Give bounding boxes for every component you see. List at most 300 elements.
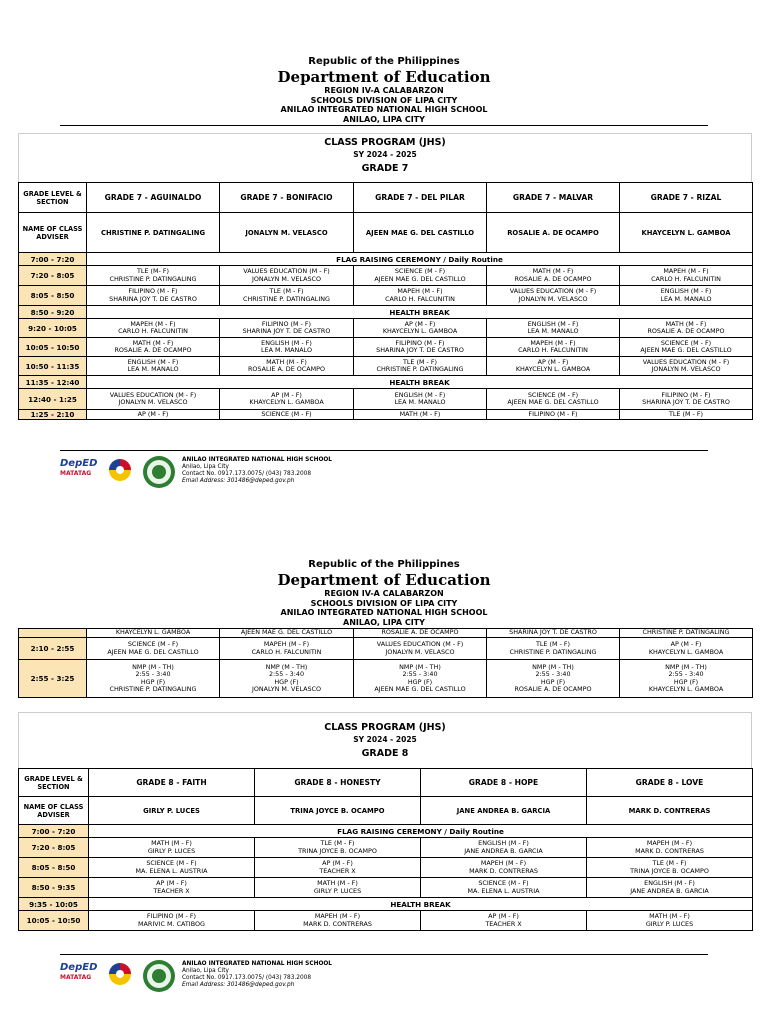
time-slot: 9:20 - 10:05 <box>19 319 87 338</box>
subject-cell <box>89 838 255 858</box>
teacher-line: CHRISTINE P. DATINGALING <box>243 294 330 303</box>
deped-logo: DepED MATATAG <box>60 458 98 477</box>
teacher-line: KHAYCELYN L. GAMBOA <box>249 398 324 406</box>
merged-activity: HEALTH BREAK <box>87 376 753 389</box>
adviser-label: NAME OF CLASS ADVISER <box>19 797 89 825</box>
subject-cell <box>620 338 753 357</box>
subject-line: VALUES EDUCATION (M - F) <box>642 357 730 366</box>
subject-cell <box>220 389 354 410</box>
teacher-line: ROSALIE A. DE OCAMPO <box>114 346 192 354</box>
subject-line: MAPEH (M - F) <box>397 287 443 295</box>
school-seal-logo <box>142 455 176 489</box>
subject-line: VALUES EDUCATION (M - F) <box>376 640 464 648</box>
subject-cell <box>421 858 587 878</box>
teacher-line: JANE ANDREA B. GARCIA <box>464 846 543 855</box>
subject-cell <box>89 878 255 898</box>
subject-cell <box>620 357 753 376</box>
grade-level-label: GRADE LEVEL & SECTION <box>19 769 89 797</box>
teacher-line: SHARINA JOY T. DE CASTRO <box>242 327 331 335</box>
subject-line: KHAYCELYN L. GAMBOA <box>115 628 191 637</box>
section-name: GRADE 7 - RIZAL <box>620 183 753 213</box>
subject-cell <box>87 357 220 376</box>
department-title: Department of Education <box>277 571 491 589</box>
schedule-row <box>19 629 753 638</box>
subject-cell <box>587 838 753 858</box>
class-adviser: CHRISTINE P. DATINGALING <box>87 213 220 253</box>
subject-line: NMP (M - TH) <box>532 662 574 671</box>
teacher-line: TRINA JOYCE B. OCAMPO <box>298 846 377 855</box>
time-slot: 10:05 - 10:50 <box>19 338 87 357</box>
region-line: REGION IV-A CALABARZON <box>324 86 444 95</box>
program-title-box-2 <box>18 712 752 768</box>
teacher-line: HGP (F) <box>274 677 299 686</box>
subject-cell <box>487 410 620 420</box>
merged-activity: HEALTH BREAK <box>89 898 753 911</box>
footer-address: Anilao, Lipa City <box>182 464 229 470</box>
schedule-row <box>19 253 753 266</box>
subject-cell <box>255 858 421 878</box>
subject-line: NMP (M - TH) <box>265 662 308 671</box>
section-name: GRADE 8 - HONESTY <box>255 769 421 797</box>
teacher-line: CARLO H. FALCUNITIN <box>118 327 188 335</box>
subject-line: TLE (M - F) <box>269 287 304 295</box>
time-slot: 7:00 - 7:20 <box>19 253 87 266</box>
teacher-line: CARLO H. FALCUNITIN <box>251 647 322 656</box>
subject-line: ENGLISH (M - F) <box>660 287 712 295</box>
subject-cell <box>354 357 487 376</box>
subject-line: AP (M - F) <box>670 640 702 648</box>
subject-line: AP (M - F) <box>271 390 302 399</box>
subject-line: ENGLISH (M - F) <box>127 357 179 366</box>
program-title: CLASS PROGRAM (JHS) <box>324 722 446 733</box>
subject-line: FILIPINO (M - F) <box>261 319 312 328</box>
teacher-line: CHRISTINE P. DATINGALING <box>109 274 197 283</box>
subject-cell <box>87 286 220 306</box>
teacher-line: TRINA JOYCE B. OCAMPO <box>630 866 709 875</box>
teacher-line: ROSALIE A. DE OCAMPO <box>247 365 326 373</box>
teacher-line: LEA M. MANALO <box>261 346 312 354</box>
class-adviser: ROSALIE A. DE OCAMPO <box>487 213 620 253</box>
subject-line: VALUES EDUCATION (M - F) <box>243 267 330 275</box>
subject-line: AP (M - F) <box>488 912 519 920</box>
page-footer-2 <box>0 954 768 1004</box>
subject-cell <box>587 858 753 878</box>
schedule-row <box>19 825 753 838</box>
teacher-line: JONALYN M. VELASCO <box>518 294 588 303</box>
schedule-row <box>19 898 753 911</box>
subject-cell <box>620 660 753 698</box>
schedule-row <box>19 838 753 858</box>
time-slot: 11:35 - 12:40 <box>19 376 87 389</box>
subject-cell <box>421 838 587 858</box>
subject-line: VALUES EDUCATION (M - F) <box>109 390 197 399</box>
time-slot: 2:10 - 2:55 <box>19 638 87 660</box>
teacher-line: AJEEN MAE G. DEL CASTILLO <box>507 398 599 406</box>
grade7-continuation-table <box>18 628 753 698</box>
teacher-line: HGP (F) <box>407 677 433 686</box>
bagong-pilipinas-logo <box>104 456 136 488</box>
subject-cell <box>255 911 421 931</box>
subject-cell <box>620 286 753 306</box>
subject-cell <box>87 319 220 338</box>
subject-line: TLE (M - F) <box>652 859 687 867</box>
subject-cell <box>87 629 220 638</box>
footer-contact-number: Contact No. 0917.173.0075/ (043) 783.2008 <box>182 471 312 477</box>
teacher-line: TEACHER X <box>319 866 356 875</box>
schedule-row <box>19 660 753 698</box>
time-slot: 8:05 - 8:50 <box>19 286 87 306</box>
teacher-line: AJEEN MAE G. DEL CASTILLO <box>374 274 466 283</box>
footer-divider <box>60 954 708 955</box>
teacher-line: ROSALIE A. DE OCAMPO <box>647 327 725 335</box>
subject-cell <box>487 389 620 410</box>
time-slot: 10:50 - 11:35 <box>19 357 87 376</box>
subject-line: ENGLISH (M - F) <box>478 839 529 847</box>
schedule-row <box>19 911 753 931</box>
subject-cell <box>220 410 354 420</box>
subject-cell <box>354 338 487 357</box>
subject-cell <box>487 319 620 338</box>
teacher-line: AJEEN MAE G. DEL CASTILLO <box>107 647 199 656</box>
subject-line: NMP (M - TH) <box>399 662 441 671</box>
teacher-line: AJEEN MAE G. DEL CASTILLO <box>640 346 732 354</box>
header-divider <box>60 125 708 126</box>
schedule-row <box>19 338 753 357</box>
merged-activity: FLAG RAISING CEREMONY / Daily Routine <box>89 825 753 838</box>
teacher-line: 2:55 - 3:40 <box>535 670 571 678</box>
subject-line: TLE (M - F) <box>402 357 438 366</box>
subject-line: MATH (M - F) <box>665 319 707 328</box>
time-slot: 7:20 - 8:05 <box>19 838 89 858</box>
schedule-row <box>19 306 753 319</box>
subject-cell <box>255 838 421 858</box>
adviser-row <box>19 797 753 825</box>
subject-cell <box>220 319 354 338</box>
schedule-row <box>19 376 753 389</box>
time-slot: 8:50 - 9:35 <box>19 878 89 898</box>
time-slot: 10:05 - 10:50 <box>19 911 89 931</box>
page-footer <box>0 450 768 500</box>
subject-cell <box>87 410 220 420</box>
subject-cell <box>89 858 255 878</box>
subject-line: SCIENCE (M - F) <box>527 390 579 399</box>
subject-cell <box>487 357 620 376</box>
merged-activity: HEALTH BREAK <box>87 306 753 319</box>
teacher-line: CARLO H. FALCUNITIN <box>651 274 721 283</box>
subject-line: AP (M - F) <box>537 357 569 366</box>
subject-line: FILIPINO (M - F) <box>128 287 178 295</box>
program-title: CLASS PROGRAM (JHS) <box>324 137 446 148</box>
subject-cell <box>87 389 220 410</box>
subject-cell <box>620 410 753 420</box>
teacher-line: SHARINA JOY T. DE CASTRO <box>376 346 464 354</box>
subject-line: TLE (M- F) <box>136 267 170 275</box>
teacher-line: KHAYCELYN L. GAMBOA <box>515 365 591 373</box>
time-slot: 12:40 - 1:25 <box>19 389 87 410</box>
subject-line: FILIPINO (M - F) <box>661 390 711 399</box>
footer-contact <box>182 457 332 485</box>
schedule-row <box>19 858 753 878</box>
teacher-line: JONALYN M. VELASCO <box>118 398 188 406</box>
subject-cell <box>487 338 620 357</box>
subject-cell <box>220 338 354 357</box>
teacher-line: HGP (F) <box>140 677 166 686</box>
subject-cell <box>354 660 487 698</box>
address-line: ANILAO, LIPA CITY <box>343 114 425 124</box>
footer-divider <box>60 450 708 451</box>
grade-title: GRADE 7 <box>361 163 409 174</box>
grade-title: GRADE 8 <box>361 748 409 759</box>
subject-line: MAPEH (M - F) <box>480 859 527 867</box>
subject-cell <box>620 266 753 286</box>
subject-line: SCIENCE (M - F) <box>478 879 529 887</box>
subject-line: MAPEH (M - F) <box>530 338 576 347</box>
teacher-line: LEA M. MANALO <box>394 398 446 406</box>
teacher-line: JONALYN M. VELASCO <box>251 274 322 283</box>
teacher-line: KHAYCELYN L. GAMBOA <box>382 327 458 335</box>
subject-cell <box>87 638 220 660</box>
school-line: ANILAO INTEGRATED NATIONAL HIGH SCHOOL <box>280 608 488 617</box>
subject-line: MAPEH (M - F) <box>130 319 176 328</box>
program-title-box <box>18 133 752 183</box>
time-slot: 7:00 - 7:20 <box>19 825 89 838</box>
subject-line: AP (M - F) <box>404 319 436 328</box>
footer-email: Email Address: 301486@deped.gov.ph <box>182 478 295 484</box>
time-slot <box>19 629 87 638</box>
teacher-line: ROSALIE A. DE OCAMPO <box>514 685 592 693</box>
footer-school-name: ANILAO INTEGRATED NATIONAL HIGH SCHOOL <box>182 961 332 967</box>
region-line: REGION IV-A CALABARZON <box>324 589 444 598</box>
subject-line: CHRISTINE P. DATINGALING <box>642 628 730 637</box>
subject-cell <box>421 911 587 931</box>
letterhead <box>0 56 768 124</box>
subject-line: MATH (M - F) <box>649 912 690 920</box>
schedule-row <box>19 389 753 410</box>
subject-cell <box>587 878 753 898</box>
subject-cell <box>620 319 753 338</box>
adviser-row <box>19 213 753 253</box>
section-header-row <box>19 183 753 213</box>
teacher-line: MA. ELENA L. AUSTRIA <box>467 886 540 895</box>
subject-cell <box>220 660 354 698</box>
subject-cell <box>421 878 587 898</box>
subject-cell <box>587 911 753 931</box>
subject-cell <box>220 266 354 286</box>
teacher-line: SHARINA JOY T. DE CASTRO <box>642 398 730 406</box>
subject-line: NMP (M - TH) <box>665 662 707 671</box>
deped-logo: DepED MATATAG <box>60 962 98 981</box>
subject-line: ENGLISH (M - F) <box>644 879 695 887</box>
subject-line: MATH (M - F) <box>317 879 358 887</box>
teacher-line: GIRLY P. LUCES <box>147 846 196 855</box>
subject-line: MATH (M - F) <box>151 839 192 847</box>
subject-line: ROSALIE A. DE OCAMPO <box>381 628 459 637</box>
subject-line: MAPEH (M - F) <box>314 912 361 920</box>
subject-cell <box>87 660 220 698</box>
grade7-schedule-table <box>18 182 753 420</box>
teacher-line: JONALYN M. VELASCO <box>251 685 322 693</box>
class-adviser: KHAYCELYN L. GAMBOA <box>620 213 753 253</box>
subject-cell <box>354 638 487 660</box>
subject-cell <box>620 389 753 410</box>
subject-cell <box>620 629 753 638</box>
schedule-row <box>19 878 753 898</box>
division-line: SCHOOLS DIVISION OF LIPA CITY <box>310 598 458 608</box>
schedule-row <box>19 266 753 286</box>
teacher-line: SHARINA JOY T. DE CASTRO <box>109 294 197 303</box>
letterhead-2 <box>0 559 768 627</box>
republic-line: Republic of the Philippines <box>308 56 460 67</box>
page-1 <box>0 0 768 500</box>
school-year: SY 2024 - 2025 <box>353 150 417 159</box>
teacher-line: TEACHER X <box>153 886 190 895</box>
section-name: GRADE 8 - LOVE <box>587 769 753 797</box>
teacher-line: TEACHER X <box>485 919 522 928</box>
class-adviser: TRINA JOYCE B. OCAMPO <box>255 797 421 825</box>
class-adviser: JANE ANDREA B. GARCIA <box>421 797 587 825</box>
teacher-line: CHRISTINE P. DATINGALING <box>109 685 197 693</box>
subject-line: MATH (M - F) <box>132 338 174 347</box>
section-name: GRADE 7 - BONIFACIO <box>220 183 354 213</box>
footer-address: Anilao, Lipa City <box>182 968 229 974</box>
address-line: ANILAO, LIPA CITY <box>343 617 425 627</box>
department-title: Department of Education <box>277 68 491 86</box>
time-slot: 2:55 - 3:25 <box>19 660 87 698</box>
teacher-line: 2:55 - 3:40 <box>668 670 704 678</box>
subject-line: AP (M - F) <box>322 859 353 867</box>
subject-line: TLE (M - F) <box>535 640 571 648</box>
teacher-line: JONALYN M. VELASCO <box>385 647 455 656</box>
section-header-row <box>19 769 753 797</box>
teacher-line: HGP (F) <box>673 677 699 686</box>
teacher-line: ROSALIE A. DE OCAMPO <box>514 274 592 283</box>
time-slot: 7:20 - 8:05 <box>19 266 87 286</box>
subject-line: NMP (M - TH) <box>132 662 174 671</box>
subject-line: MAPEH (M - F) <box>263 640 310 648</box>
section-name: GRADE 8 - HOPE <box>421 769 587 797</box>
subject-line: MAPEH (M - F) <box>663 267 709 275</box>
teacher-line: GIRLY P. LUCES <box>645 919 694 928</box>
teacher-line: CARLO H. FALCUNITIN <box>385 294 455 303</box>
class-adviser: GIRLY P. LUCES <box>89 797 255 825</box>
division-line: SCHOOLS DIVISION OF LIPA CITY <box>310 95 458 105</box>
footer-contact <box>182 961 332 989</box>
teacher-line: LEA M. MANALO <box>127 365 179 373</box>
teacher-line: CHRISTINE P. DATINGALING <box>509 647 597 656</box>
subject-line: ENGLISH (M - F) <box>261 338 312 347</box>
subject-cell <box>220 357 354 376</box>
teacher-line: KHAYCELYN L. GAMBOA <box>648 685 724 693</box>
subject-cell <box>89 911 255 931</box>
schedule-row <box>19 319 753 338</box>
footer-email: Email Address: 301486@deped.gov.ph <box>182 982 295 988</box>
teacher-line: JONALYN M. VELASCO <box>651 365 721 373</box>
time-slot: 8:05 - 8:50 <box>19 858 89 878</box>
subject-cell <box>87 338 220 357</box>
subject-line: AP (M - F) <box>137 409 169 418</box>
subject-cell <box>220 286 354 306</box>
subject-cell <box>354 319 487 338</box>
subject-cell <box>620 638 753 660</box>
subject-line: AP (M - F) <box>156 879 187 887</box>
teacher-line: MA. ELENA L. AUSTRIA <box>135 866 208 875</box>
subject-line: AJEEN MAE G. DEL CASTILLO <box>240 628 333 637</box>
section-name: GRADE 7 - DEL PILAR <box>354 183 487 213</box>
subject-line: SHARINA JOY T. DE CASTRO <box>509 628 597 637</box>
teacher-line: LEA M. MANALO <box>527 327 579 335</box>
teacher-line: MARK D. CONTRERAS <box>469 866 538 875</box>
section-name: GRADE 7 - MALVAR <box>487 183 620 213</box>
subject-line: SCIENCE (M - F) <box>146 859 197 867</box>
republic-line: Republic of the Philippines <box>308 559 460 570</box>
subject-cell <box>220 629 354 638</box>
teacher-line: CARLO H. FALCUNITIN <box>518 346 588 354</box>
schedule-row <box>19 286 753 306</box>
school-seal-logo <box>142 959 176 993</box>
subject-cell <box>487 266 620 286</box>
schedule-row <box>19 410 753 420</box>
adviser-label: NAME OF CLASS ADVISER <box>19 213 87 253</box>
subject-line: FILIPINO (M - F) <box>395 338 445 347</box>
subject-line: TLE (M - F) <box>320 839 355 847</box>
subject-line: SCIENCE (M - F) <box>261 409 312 418</box>
subject-line: SCIENCE (M - F) <box>660 338 712 347</box>
subject-cell <box>487 638 620 660</box>
subject-cell <box>255 878 421 898</box>
subject-line: FILIPINO (M - F) <box>528 409 578 418</box>
page-2 <box>0 554 768 1024</box>
teacher-line: MARK D. CONTRERAS <box>303 919 372 928</box>
school-year: SY 2024 - 2025 <box>353 735 417 744</box>
time-slot: 1:25 - 2:10 <box>19 410 87 420</box>
teacher-line: JANE ANDREA B. GARCIA <box>630 886 709 895</box>
subject-line: MAPEH (M - F) <box>646 839 693 847</box>
subject-line: MATH (M - F) <box>399 409 441 418</box>
subject-cell <box>87 266 220 286</box>
teacher-line: MARK D. CONTRERAS <box>635 846 704 855</box>
class-adviser: JONALYN M. VELASCO <box>220 213 354 253</box>
subject-line: ENGLISH (M - F) <box>394 390 446 399</box>
footer-school-name: ANILAO INTEGRATED NATIONAL HIGH SCHOOL <box>182 457 332 463</box>
teacher-line: 2:55 - 3:40 <box>402 670 438 678</box>
class-adviser: MARK D. CONTRERAS <box>587 797 753 825</box>
subject-line: FILIPINO (M - F) <box>146 912 197 920</box>
footer-contact-number: Contact No. 0917.173.0075/ (043) 783.2008 <box>182 975 312 981</box>
teacher-line: KHAYCELYN L. GAMBOA <box>648 647 724 656</box>
merged-activity: FLAG RAISING CEREMONY / Daily Routine <box>87 253 753 266</box>
teacher-line: LEA M. MANALO <box>660 294 712 303</box>
subject-line: SCIENCE (M - F) <box>394 267 446 275</box>
section-name: GRADE 7 - AGUINALDO <box>87 183 220 213</box>
class-adviser: AJEEN MAE G. DEL CASTILLO <box>354 213 487 253</box>
subject-cell <box>487 660 620 698</box>
time-slot: 9:35 - 10:05 <box>19 898 89 911</box>
grade-level-label: GRADE LEVEL & SECTION <box>19 183 87 213</box>
school-line: ANILAO INTEGRATED NATIONAL HIGH SCHOOL <box>280 105 488 114</box>
schedule-row <box>19 638 753 660</box>
subject-cell <box>220 638 354 660</box>
subject-cell <box>354 389 487 410</box>
subject-line: MATH (M - F) <box>266 357 307 366</box>
section-name: GRADE 8 - FAITH <box>89 769 255 797</box>
subject-cell <box>354 629 487 638</box>
subject-cell <box>487 629 620 638</box>
teacher-line: 2:55 - 3:40 <box>268 670 305 678</box>
subject-cell <box>354 286 487 306</box>
teacher-line: 2:55 - 3:40 <box>135 670 171 678</box>
subject-cell <box>354 410 487 420</box>
grade8-schedule-table <box>18 768 753 931</box>
